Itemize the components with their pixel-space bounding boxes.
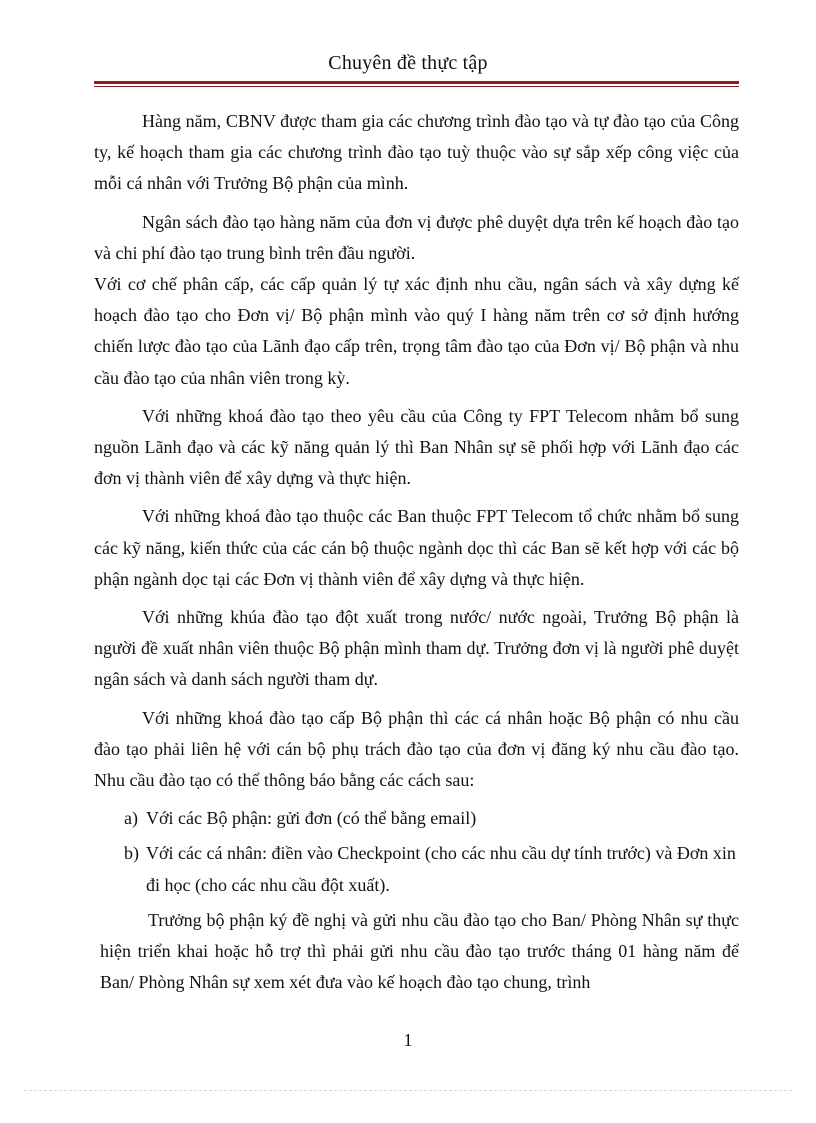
list-text: Với các Bộ phận: gửi đơn (có thể bằng email) [146, 808, 477, 829]
paragraph: Với những khoá đào tạo theo yêu cầu của Công ty FPT Telecom nhằm bổ sung nguồn Lãnh đạo và các kỹ năng quản lý thì Ban Nhân sự sẽ phối hợp với Lãnh đạo các đơn vị thành viên để xây dựng và thực hiện. [94, 405, 739, 489]
page-bottom-border [24, 1090, 792, 1091]
header-divider-thin [94, 86, 739, 87]
list-marker: a) [124, 808, 138, 829]
page-number: 1 [403, 1030, 413, 1050]
closing-paragraph: Trưởng bộ phận ký đề nghị và gửi nhu cầu đào tạo cho Ban/ Phòng Nhân sự thực hiện triển khai hoặc hỗ trợ thì phải gửi nhu cầu đào tạo trước tháng 01 hàng năm để Ban/ Phòng Nhân sự xem xét đưa vào kế hoạch đào tạo chung, trình [100, 909, 739, 993]
paragraph: Hàng năm, CBNV được tham gia các chương trình đào tạo và tự đào tạo của Công ty, kế hoạch tham gia các chương trình đào tạo tuỳ thuộc vào sự sắp xếp công việc của mỗi cá nhân với Trưởng Bộ phận của mình. [94, 111, 739, 194]
list-item [94, 838, 739, 900]
list-text: Với các cá nhân: điền vào Checkpoint (cho các nhu cầu dự tính trước) và Đơn xin đi học (cho các nhu cầu đột xuất). [146, 843, 736, 895]
document-body [94, 106, 739, 1005]
list-item [94, 803, 739, 834]
paragraph: Với những khoá đào tạo thuộc các Ban thuộc FPT Telecom tổ chức nhằm bổ sung các kỹ năng, kiến thức của các cán bộ thuộc ngành dọc thì các Ban sẽ kết hợp với các bộ phận ngành dọc tại các Đơn vị thành viên để xây dựng và thực hiện. [94, 506, 739, 589]
paragraph: Với cơ chế phân cấp, các cấp quản lý tự xác định nhu cầu, ngân sách và xây dựng kế hoạch đào tạo cho Đơn vị/ Bộ phận mình vào quý I hàng năm trên cơ sở định hướng chiến lược đào tạo của Lãnh đạo cấp trên, trọng tâm đào tạo của Đơn vị/ Bộ phận và nhu cầu đào tạo của nhân viên trong kỳ. [94, 274, 739, 388]
paragraph: Ngân sách đào tạo hàng năm của đơn vị được phê duyệt dựa trên kế hoạch đào tạo và chi phí đào tạo trung bình trên đầu người. [94, 211, 739, 263]
page-header-title: Chuyên đề thực tập [328, 52, 488, 74]
header-divider [94, 81, 739, 87]
paragraph: Với những khúa đào tạo đột xuất trong nước/ nước ngoài, Trưởng Bộ phận là người đề xuất nhân viên thuộc Bộ phận mình tham dự. Trưởng đơn vị là người phê duyệt ngân sách và danh sách người tham dự. [94, 607, 739, 690]
list-marker: b) [124, 843, 139, 864]
paragraph: Với những khoá đào tạo cấp Bộ phận thì các cá nhân hoặc Bộ phận có nhu cầu đào tạo phải liên hệ với cán bộ phụ trách đào tạo của đơn vị đăng ký nhu cầu đào tạo. Nhu cầu đào tạo có thể thông báo bằng các cách sau: [94, 707, 739, 791]
